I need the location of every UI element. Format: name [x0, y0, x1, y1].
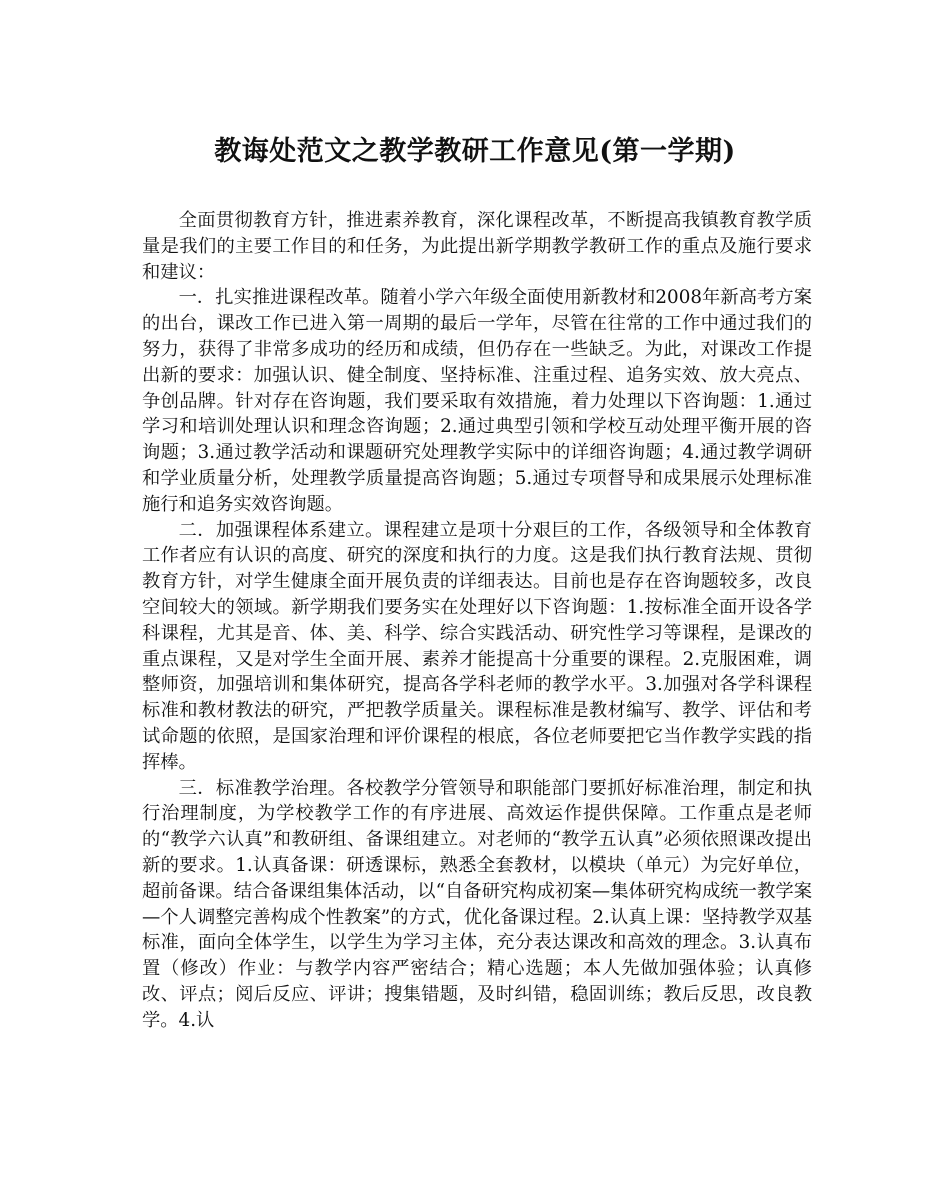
- paragraph-intro: 全面贯彻教育方针，推进素养教育，深化课程改革，不断提高我镇教育教学质量是我们的主要工作目的和任务，为此提出新学期教学教研工作的重点及施行要求和建议：: [142, 210, 812, 283]
- paragraph-section-2: 二．加强课程体系建立。课程建立是项十分艰巨的工作，各级领导和全体教育工作者应有认识的高度、研究的深度和执行的力度。这是我们执行教育法规、贯彻教育方针，对学生健康全面开展负责的详细表达。目前也是存在咨询题较多，改良空间较大的领域。新学期我们要务实在处理好以下咨询题：1.按标准全面开设各学科课程，尤其是音、体、美、科学、综合实践活动、研究性学习等课程，是课改的重点课程，又是对学生全面开展、素养才能提高十分重要的课程。2.克服困难，调整师资，加强培训和集体研究，提高各学科老师的教学水平。3.加强对各学科课程标准和教材教法的研究，严把教学质量关。课程标准是教材编写、教学、评估和考试命题的依照，是国家治理和评价课程的根底，各位老师要把它当作教学实践的指挥棒。: [142, 519, 812, 773]
- document-title: 教诲处范文之教学教研工作意见(第一学期): [214, 136, 736, 167]
- paragraph-section-1: 一．扎实推进课程改革。随着小学六年级全面使用新教材和2008年新高考方案的出台，课改工作已进入第一周期的最后一学年，尽管在往常的工作中通过我们的努力，获得了非常多成功的经历和成绩，但仍存在一些缺乏。为此，对课改工作提出新的要求：加强认识、健全制度、坚持标准、注重过程、追务实效、放大亮点、争创品牌。针对存在咨询题，我们要采取有效措施，着力处理以下咨询题：1.通过学习和培训处理认识和理念咨询题；2.通过典型引领和学校互动处理平衡开展的咨询题；3.通过教学活动和课题研究处理教学实际中的详细咨询题；4.通过教学调研和学业质量分析，处理教学质量提高咨询题；5.通过专项督导和成果展示处理标准施行和追务实效咨询题。: [142, 287, 812, 515]
- document-body: [142, 208, 812, 1034]
- paragraph-section-3: 三．标准教学治理。各校教学分管领导和职能部门要抓好标准治理，制定和执行治理制度，为学校教学工作的有序进展、高效运作提供保障。工作重点是老师的“教学六认真”和教研组、备课组建立。对老师的“教学五认真”必须依照课改提出新的要求。1.认真备课：研透课标，熟悉全套教材，以模块（单元）为完好单位，超前备课。结合备课组集体活动，以“自备研究构成初案—集体研究构成统一教学案—个人调整完善构成个性教案”的方式，优化备课过程。2.认真上课：坚持教学双基标准，面向全体学生，以学生为学习主体，充分表达课改和高效的理念。3.认真布置（修改）作业：与教学内容严密结合；精心选题；本人先做加强体验；认真修改、评点；阅后反应、评讲；搜集错题，及时纠错，稳固训练；教后反思，改良教学。4.认: [142, 777, 812, 1031]
